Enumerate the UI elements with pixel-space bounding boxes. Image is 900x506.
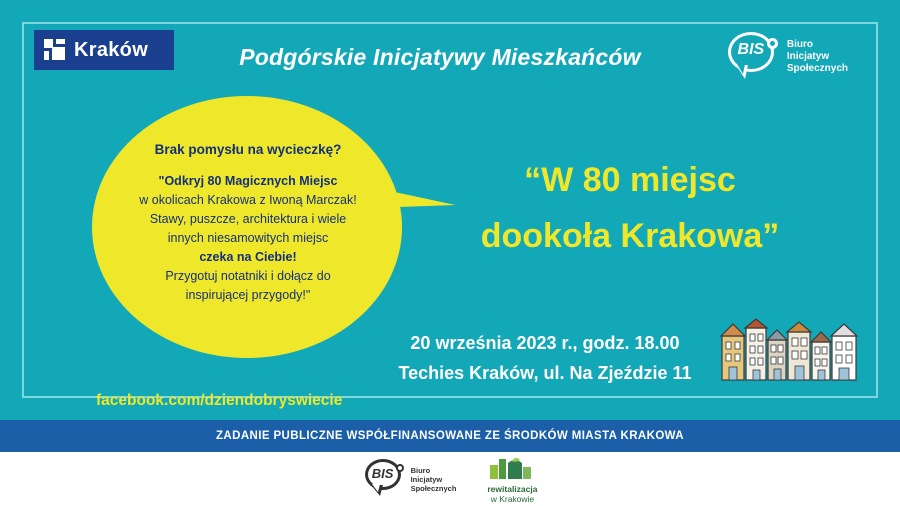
rewitalizacja-line-1: rewitalizacja	[487, 483, 538, 494]
bubble-line: innych niesamowitych miejsc	[167, 231, 329, 245]
krakow-city-logo	[34, 30, 174, 70]
bis-word-line-2: Inicjatyw	[786, 51, 830, 62]
bis-word-line-1: Biuro	[410, 465, 431, 475]
main-title-line-2: dookoła Krakowa”	[480, 217, 780, 255]
event-venue: Techies Kraków, ul. Na Zjeździe 11	[398, 363, 692, 383]
rewitalizacja-leaf-icon	[486, 455, 538, 481]
funding-bar-text: ZADANIE PUBLICZNE WSPÓŁFINANSOWANE ZE ŚRODKÓW MIASTA KRAKOWA	[215, 430, 684, 442]
poster-header-title: Podgórskie Inicjatywy Mieszkańców	[239, 44, 641, 70]
facebook-link[interactable]: facebook.com/dziendobryswiecie	[96, 392, 343, 409]
bis-word-line-3: Społecznych	[786, 63, 848, 74]
bubble-line: Stawy, puszcze, architektura i wiele	[149, 212, 347, 226]
rewitalizacja-line-2: w Krakowie	[490, 493, 535, 504]
krakow-emblem-icon	[44, 39, 66, 61]
bubble-line: czeka na Ciebie!	[199, 250, 297, 264]
speech-bubble-content	[100, 140, 396, 305]
bis-speech-bubble-icon	[724, 32, 778, 82]
bis-logo-words	[787, 39, 848, 75]
bubble-body	[100, 172, 396, 305]
bubble-line: Przygotuj notatniki i dołącz do	[165, 269, 331, 283]
bubble-heading: Brak pomysłu na wycieczkę?	[154, 142, 342, 157]
main-title-line-1: “W 80 miejsc	[524, 161, 736, 199]
rewitalizacja-wordmark	[487, 484, 537, 504]
bis-speech-bubble-icon	[362, 459, 404, 499]
bubble-line: w okolicach Krakowa z Iwoną Marczak!	[139, 193, 357, 207]
bis-mark-label: BIS	[371, 466, 394, 481]
bis-logo-top	[724, 32, 848, 82]
event-date-time: 20 września 2023 r., godz. 18.00	[410, 333, 680, 353]
bis-word-line-2: Inicjatyw	[410, 474, 443, 484]
poster-main-title	[380, 152, 880, 264]
bis-word-line-1: Biuro	[786, 39, 813, 50]
bis-logo-footer	[362, 459, 457, 499]
bis-word-line-3: Społecznych	[410, 483, 457, 493]
funding-bar	[0, 420, 900, 452]
krakow-logo-label: Kraków	[74, 38, 149, 61]
bis-mark-label: BIS	[737, 41, 765, 58]
bis-logo-words	[411, 466, 457, 493]
footer-logos	[0, 452, 900, 506]
townhouses-illustration-icon	[720, 318, 860, 382]
event-details	[370, 328, 720, 388]
rewitalizacja-logo	[486, 455, 538, 504]
bubble-line: inspirującej przygody!"	[185, 288, 311, 302]
bubble-line: "Odkryj 80 Magicznych Miejsc	[158, 174, 338, 188]
